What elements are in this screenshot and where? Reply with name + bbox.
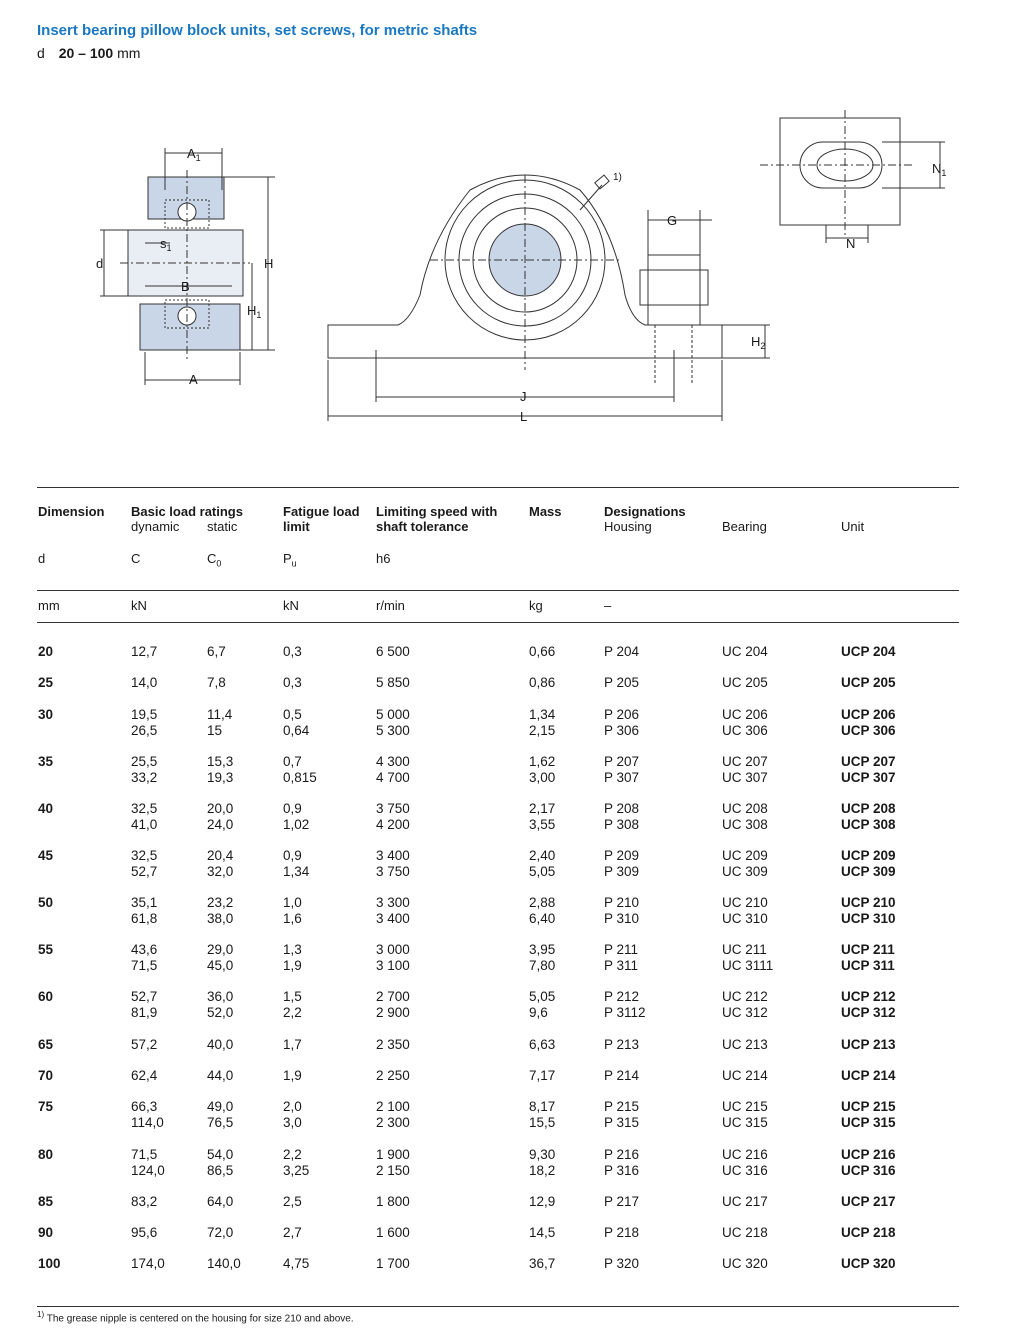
cell-bearing: UC 208 xyxy=(722,801,768,816)
cell-unit: UCP 309 xyxy=(841,864,896,879)
footnote xyxy=(37,1310,354,1324)
cell-housing: P 308 xyxy=(604,817,640,832)
technical-drawings xyxy=(0,80,1014,480)
cell-bearing: UC 212 xyxy=(722,989,768,1004)
cell-mass: 3,55 xyxy=(529,817,556,832)
cell-pu: 0,3 xyxy=(283,644,302,659)
cell-pu: 3,25 xyxy=(283,1163,310,1178)
cell-c0: 40,0 xyxy=(207,1037,234,1052)
cell-housing: P 215 xyxy=(604,1099,640,1114)
unit-mass: kg xyxy=(529,598,543,613)
cell-mass: 6,63 xyxy=(529,1037,556,1052)
cell-c0: 6,7 xyxy=(207,644,226,659)
cell-c0: 23,2 xyxy=(207,895,234,910)
cell-c0: 19,3 xyxy=(207,770,234,785)
cell-pu: 2,0 xyxy=(283,1099,302,1114)
header-basic-load: Basic load ratings xyxy=(131,504,243,519)
cell-pu: 1,7 xyxy=(283,1037,302,1052)
cell-c0: 72,0 xyxy=(207,1225,234,1240)
header-speed-1: Limiting speed with xyxy=(376,504,498,519)
cell-c: 52,7 xyxy=(131,989,158,1004)
cell-unit: UCP 315 xyxy=(841,1115,896,1130)
unit-pu: kN xyxy=(283,598,299,613)
cell-housing: P 311 xyxy=(604,958,639,973)
symbol-c: C xyxy=(131,551,141,566)
cell-c0: 7,8 xyxy=(207,675,226,690)
cell-speed: 4 700 xyxy=(376,770,410,785)
row-dimension: 35 xyxy=(38,754,54,769)
cell-mass: 1,34 xyxy=(529,707,556,722)
label-j: J xyxy=(520,389,527,404)
cell-c: 174,0 xyxy=(131,1256,165,1271)
cell-speed: 5 000 xyxy=(376,707,410,722)
cell-unit: UCP 209 xyxy=(841,848,896,863)
header-housing: Housing xyxy=(604,519,652,534)
cell-speed: 3 750 xyxy=(376,801,410,816)
cell-c: 83,2 xyxy=(131,1194,158,1209)
cell-mass: 7,80 xyxy=(529,958,556,973)
cell-mass: 6,40 xyxy=(529,911,556,926)
cell-bearing: UC 315 xyxy=(722,1115,768,1130)
cell-pu: 1,34 xyxy=(283,864,310,879)
cell-pu: 0,9 xyxy=(283,848,302,863)
cell-housing: P 213 xyxy=(604,1037,640,1052)
cell-speed: 1 600 xyxy=(376,1225,410,1240)
cell-unit: UCP 218 xyxy=(841,1225,896,1240)
cell-pu: 1,9 xyxy=(283,958,302,973)
cell-unit: UCP 216 xyxy=(841,1147,896,1162)
cell-pu: 1,0 xyxy=(283,895,302,910)
cell-unit: UCP 210 xyxy=(841,895,896,910)
cell-unit: UCP 310 xyxy=(841,911,896,926)
cell-c: 71,5 xyxy=(131,1147,158,1162)
cell-pu: 4,75 xyxy=(283,1256,310,1271)
cell-mass: 7,17 xyxy=(529,1068,556,1083)
cell-housing: P 315 xyxy=(604,1115,640,1130)
row-dimension: 85 xyxy=(38,1194,54,1209)
cell-housing: P 208 xyxy=(604,801,640,816)
cell-bearing: UC 214 xyxy=(722,1068,768,1083)
cell-mass: 5,05 xyxy=(529,864,556,879)
cell-speed: 3 400 xyxy=(376,848,410,863)
cell-c0: 54,0 xyxy=(207,1147,234,1162)
cell-speed: 3 400 xyxy=(376,911,410,926)
cell-housing: P 306 xyxy=(604,723,640,738)
cell-mass: 3,00 xyxy=(529,770,556,785)
header-designations: Designations xyxy=(604,504,686,519)
cell-bearing: UC 306 xyxy=(722,723,768,738)
table-mid-rule xyxy=(37,590,959,591)
cell-mass: 2,15 xyxy=(529,723,556,738)
cell-pu: 0,5 xyxy=(283,707,302,722)
cell-pu: 0,815 xyxy=(283,770,317,785)
cell-housing: P 320 xyxy=(604,1256,640,1271)
cell-mass: 9,6 xyxy=(529,1005,548,1020)
label-h1: $H_1$ xyxy=(247,303,262,320)
cell-c0: 29,0 xyxy=(207,942,234,957)
cell-c: 95,6 xyxy=(131,1225,158,1240)
cell-bearing: UC 215 xyxy=(722,1099,768,1114)
cell-bearing: UC 209 xyxy=(722,848,768,863)
front-view-drawing xyxy=(328,175,770,421)
cell-unit: UCP 206 xyxy=(841,707,896,722)
cell-pu: 1,3 xyxy=(283,942,302,957)
cell-mass: 1,62 xyxy=(529,754,556,769)
cell-c0: 20,4 xyxy=(207,848,234,863)
page-subtitle xyxy=(37,45,140,61)
row-dimension: 65 xyxy=(38,1037,54,1052)
cell-unit: UCP 208 xyxy=(841,801,896,816)
cell-speed: 1 800 xyxy=(376,1194,410,1209)
symbol-pu: $P_u$ xyxy=(283,551,297,569)
cell-mass: 36,7 xyxy=(529,1256,556,1271)
cell-housing: P 210 xyxy=(604,895,640,910)
cell-c0: 24,0 xyxy=(207,817,234,832)
cell-speed: 2 300 xyxy=(376,1115,410,1130)
cell-mass: 15,5 xyxy=(529,1115,556,1130)
cell-mass: 2,40 xyxy=(529,848,556,863)
cell-speed: 1 900 xyxy=(376,1147,410,1162)
cell-unit: UCP 214 xyxy=(841,1068,896,1083)
cell-housing: P 212 xyxy=(604,989,640,1004)
header-static: static xyxy=(207,519,238,534)
cell-c0: 15 xyxy=(207,723,223,738)
section-view-drawing xyxy=(100,148,275,385)
symbol-d: d xyxy=(38,551,46,566)
cell-bearing: UC 310 xyxy=(722,911,768,926)
table-top-rule xyxy=(37,487,959,488)
cell-speed: 2 250 xyxy=(376,1068,410,1083)
row-dimension: 30 xyxy=(38,707,54,722)
cell-mass: 12,9 xyxy=(529,1194,556,1209)
cell-c0: 44,0 xyxy=(207,1068,234,1083)
unit-speed: r/min xyxy=(376,598,405,613)
cell-c0: 32,0 xyxy=(207,864,234,879)
cell-c: 12,7 xyxy=(131,644,158,659)
cell-c0: 15,3 xyxy=(207,754,234,769)
row-dimension: 70 xyxy=(38,1068,54,1083)
cell-speed: 6 500 xyxy=(376,644,410,659)
cell-speed: 2 900 xyxy=(376,1005,410,1020)
cell-unit: UCP 316 xyxy=(841,1163,896,1178)
cell-housing: P 207 xyxy=(604,754,640,769)
cell-c: 19,5 xyxy=(131,707,158,722)
cell-speed: 2 700 xyxy=(376,989,410,1004)
cell-bearing: UC 204 xyxy=(722,644,768,659)
cell-unit: UCP 213 xyxy=(841,1037,896,1052)
cell-unit: UCP 308 xyxy=(841,817,896,832)
cell-mass: 0,66 xyxy=(529,644,556,659)
cell-speed: 3 100 xyxy=(376,958,410,973)
subtitle-symbol: d xyxy=(37,45,45,61)
cell-unit: UCP 204 xyxy=(841,644,896,659)
row-dimension: 50 xyxy=(38,895,54,910)
cell-housing: P 316 xyxy=(604,1163,640,1178)
cell-c: 81,9 xyxy=(131,1005,158,1020)
cell-housing: P 205 xyxy=(604,675,640,690)
cell-pu: 0,9 xyxy=(283,801,302,816)
cell-c: 62,4 xyxy=(131,1068,158,1083)
cell-bearing: UC 218 xyxy=(722,1225,768,1240)
row-dimension: 80 xyxy=(38,1147,54,1162)
cell-pu: 3,0 xyxy=(283,1115,302,1130)
cell-unit: UCP 205 xyxy=(841,675,896,690)
row-dimension: 20 xyxy=(38,644,54,659)
cell-speed: 2 150 xyxy=(376,1163,410,1178)
cell-c0: 11,4 xyxy=(207,707,233,722)
cell-unit: UCP 307 xyxy=(841,770,896,785)
row-dimension: 100 xyxy=(38,1256,61,1271)
cell-bearing: UC 320 xyxy=(722,1256,768,1271)
cell-pu: 1,02 xyxy=(283,817,310,832)
cell-bearing: UC 210 xyxy=(722,895,768,910)
table-bottom-rule xyxy=(37,1306,959,1307)
cell-unit: UCP 217 xyxy=(841,1194,896,1209)
cell-c0: 76,5 xyxy=(207,1115,234,1130)
cell-speed: 2 350 xyxy=(376,1037,410,1052)
cell-speed: 3 300 xyxy=(376,895,410,910)
cell-c: 124,0 xyxy=(131,1163,165,1178)
cell-speed: 4 300 xyxy=(376,754,410,769)
header-dimension: Dimension xyxy=(38,504,105,519)
cell-mass: 5,05 xyxy=(529,989,556,1004)
cell-c: 114,0 xyxy=(131,1115,164,1130)
row-dimension: 90 xyxy=(38,1225,54,1240)
cell-unit: UCP 306 xyxy=(841,723,896,738)
cell-housing: P 3112 xyxy=(604,1005,646,1020)
cell-c0: 49,0 xyxy=(207,1099,234,1114)
label-l: L xyxy=(520,409,528,424)
cell-bearing: UC 216 xyxy=(722,1147,768,1162)
cell-pu: 2,2 xyxy=(283,1005,302,1020)
cell-unit: UCP 211 xyxy=(841,942,895,957)
cell-c: 32,5 xyxy=(131,801,158,816)
cell-c0: 64,0 xyxy=(207,1194,234,1209)
table-header-bottom-rule xyxy=(37,622,959,623)
cell-bearing: UC 312 xyxy=(722,1005,768,1020)
label-g: G xyxy=(667,213,678,228)
cell-c: 52,7 xyxy=(131,864,158,879)
cell-c: 71,5 xyxy=(131,958,158,973)
cell-c0: 36,0 xyxy=(207,989,234,1004)
symbol-h6: h6 xyxy=(376,551,391,566)
row-dimension: 75 xyxy=(38,1099,54,1114)
cell-mass: 18,2 xyxy=(529,1163,556,1178)
cell-c: 57,2 xyxy=(131,1037,158,1052)
label-d: d xyxy=(96,256,104,271)
unit-designations: – xyxy=(604,598,612,613)
label-a: A xyxy=(189,372,198,387)
cell-housing: P 211 xyxy=(604,942,639,957)
cell-speed: 5 300 xyxy=(376,723,410,738)
cell-c0: 38,0 xyxy=(207,911,234,926)
cell-c0: 45,0 xyxy=(207,958,234,973)
cell-housing: P 217 xyxy=(604,1194,640,1209)
footnote-mark: 1) xyxy=(37,1310,45,1319)
cell-c: 32,5 xyxy=(131,848,158,863)
cell-mass: 2,17 xyxy=(529,801,556,816)
header-fatigue-2: limit xyxy=(283,519,310,534)
header-speed-2: shaft tolerance xyxy=(376,519,469,534)
cell-bearing: UC 211 xyxy=(722,942,767,957)
cell-housing: P 310 xyxy=(604,911,640,926)
symbol-c0: $C_0$ xyxy=(207,551,222,569)
label-n1: $N_1$ xyxy=(932,161,947,178)
cell-mass: 9,30 xyxy=(529,1147,556,1162)
cell-mass: 3,95 xyxy=(529,942,556,957)
cell-speed: 2 100 xyxy=(376,1099,410,1114)
cell-housing: P 206 xyxy=(604,707,640,722)
cell-c0: 86,5 xyxy=(207,1163,234,1178)
cell-c0: 140,0 xyxy=(207,1256,241,1271)
cell-pu: 0,3 xyxy=(283,675,302,690)
unit-c: kN xyxy=(131,598,147,613)
cell-pu: 0,64 xyxy=(283,723,310,738)
cell-unit: UCP 215 xyxy=(841,1099,896,1114)
cell-pu: 1,6 xyxy=(283,911,302,926)
cell-mass: 14,5 xyxy=(529,1225,556,1240)
subtitle-unit: mm xyxy=(117,45,141,61)
cell-bearing: UC 207 xyxy=(722,754,768,769)
header-unit: Unit xyxy=(841,519,865,534)
row-dimension: 60 xyxy=(38,989,54,1004)
header-mass: Mass xyxy=(529,504,562,519)
label-h: H xyxy=(264,256,274,271)
cell-mass: 0,86 xyxy=(529,675,556,690)
cell-bearing: UC 316 xyxy=(722,1163,768,1178)
header-bearing: Bearing xyxy=(722,519,767,534)
cell-c: 26,5 xyxy=(131,723,158,738)
row-dimension: 40 xyxy=(38,801,54,816)
cell-pu: 2,7 xyxy=(283,1225,302,1240)
cell-bearing: UC 3111 xyxy=(722,958,774,973)
cell-housing: P 204 xyxy=(604,644,640,659)
cell-bearing: UC 205 xyxy=(722,675,768,690)
cell-speed: 3 750 xyxy=(376,864,410,879)
unit-d: mm xyxy=(38,598,60,613)
cell-bearing: UC 206 xyxy=(722,707,768,722)
row-dimension: 45 xyxy=(38,848,54,863)
header-dynamic: dynamic xyxy=(131,519,180,534)
cell-housing: P 307 xyxy=(604,770,640,785)
label-a1: $A_1$ xyxy=(187,146,201,163)
cell-c: 14,0 xyxy=(131,675,158,690)
label-h2: $H_2$ xyxy=(751,334,766,351)
cell-bearing: UC 213 xyxy=(722,1037,768,1052)
cell-speed: 3 000 xyxy=(376,942,410,957)
cell-c: 25,5 xyxy=(131,754,158,769)
cell-pu: 2,2 xyxy=(283,1147,302,1162)
header-fatigue-1: Fatigue load xyxy=(283,504,360,519)
row-dimension: 55 xyxy=(38,942,54,957)
cell-c: 35,1 xyxy=(131,895,158,910)
cell-housing: P 216 xyxy=(604,1147,640,1162)
top-view-drawing xyxy=(760,110,945,243)
label-b: B xyxy=(181,279,190,294)
cell-mass: 2,88 xyxy=(529,895,556,910)
cell-c: 66,3 xyxy=(131,1099,158,1114)
cell-housing: P 214 xyxy=(604,1068,640,1083)
cell-pu: 1,9 xyxy=(283,1068,302,1083)
cell-c: 33,2 xyxy=(131,770,158,785)
cell-bearing: UC 308 xyxy=(722,817,768,832)
cell-speed: 5 850 xyxy=(376,675,410,690)
cell-pu: 2,5 xyxy=(283,1194,302,1209)
cell-pu: 1,5 xyxy=(283,989,302,1004)
cell-housing: P 218 xyxy=(604,1225,640,1240)
cell-mass: 8,17 xyxy=(529,1099,556,1114)
cell-c: 43,6 xyxy=(131,942,158,957)
label-s1: $s_1$ xyxy=(160,236,172,253)
cell-bearing: UC 309 xyxy=(722,864,768,879)
cell-unit: UCP 207 xyxy=(841,754,896,769)
cell-housing: P 209 xyxy=(604,848,640,863)
label-n: N xyxy=(846,236,856,251)
cell-unit: UCP 320 xyxy=(841,1256,896,1271)
subtitle-range: 20 – 100 xyxy=(58,45,114,61)
page-title: Insert bearing pillow block units, set screws, for metric shafts xyxy=(37,22,478,39)
cell-bearing: UC 217 xyxy=(722,1194,768,1209)
cell-unit: UCP 311 xyxy=(841,958,895,973)
row-dimension: 25 xyxy=(38,675,54,690)
cell-pu: 0,7 xyxy=(283,754,302,769)
cell-c0: 20,0 xyxy=(207,801,234,816)
cell-c: 41,0 xyxy=(131,817,158,832)
cell-unit: UCP 212 xyxy=(841,989,896,1004)
footnote-text: The grease nipple is centered on the housing for size 210 and above. xyxy=(46,1313,354,1325)
cell-bearing: UC 307 xyxy=(722,770,768,785)
cell-c: 61,8 xyxy=(131,911,158,926)
cell-speed: 1 700 xyxy=(376,1256,410,1271)
cell-c0: 52,0 xyxy=(207,1005,234,1020)
cell-housing: P 309 xyxy=(604,864,640,879)
label-footnote-mark: 1) xyxy=(613,172,622,183)
cell-unit: UCP 312 xyxy=(841,1005,896,1020)
cell-speed: 4 200 xyxy=(376,817,410,832)
